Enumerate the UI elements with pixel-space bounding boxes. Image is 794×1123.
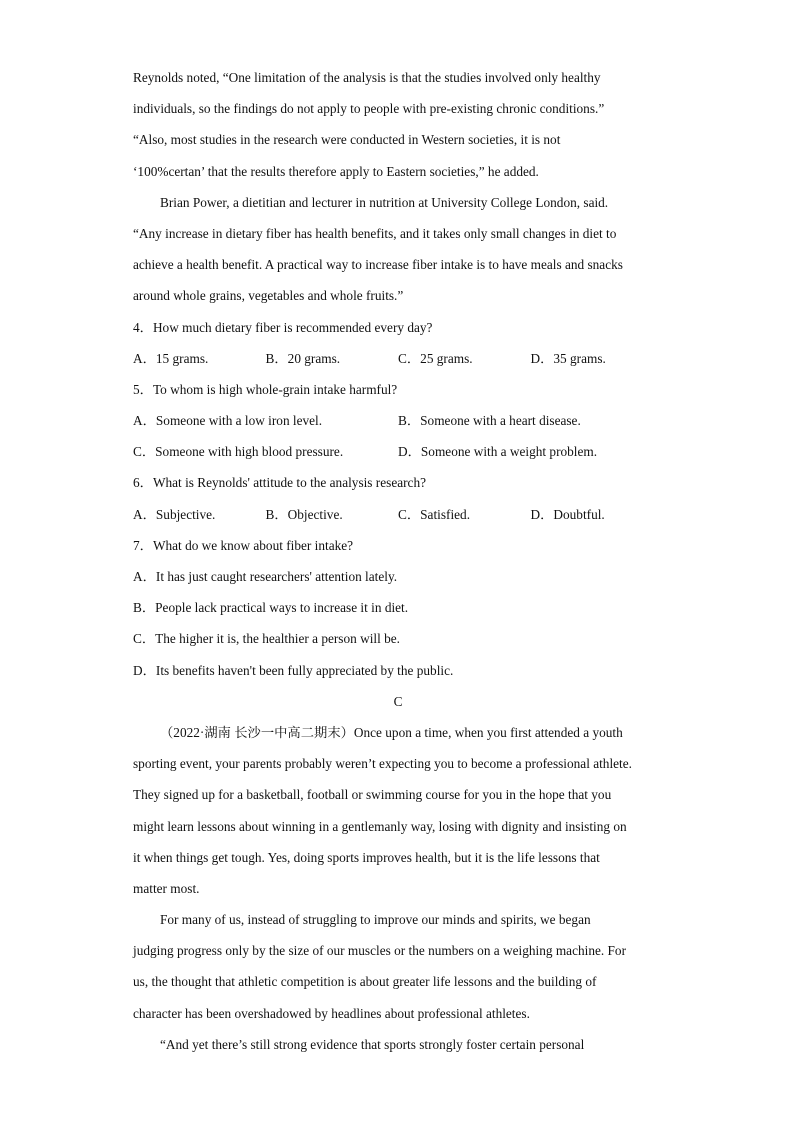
question-4-stem: 4．How much dietary fiber is recommended every day? [133, 319, 433, 335]
option-b: B．20 grams. [265, 350, 341, 366]
option-c: C．25 grams. [398, 350, 473, 366]
question-5-options-row-1 [133, 405, 663, 436]
paragraph-line: us, the thought that athletic competition is about greater life lessons and the building of [133, 974, 597, 990]
paragraph-line: For many of us, instead of struggling to improve our minds and spirits, we began [160, 912, 591, 928]
option-c: C．The higher it is, the healthier a person will be. [133, 631, 400, 647]
paragraph-line: individuals, so the findings do not apply to people with pre-existing chronic conditions.” [133, 101, 605, 117]
option-b: B．People lack practical ways to increase it in diet. [133, 600, 409, 616]
option-d: D．Doubtful. [530, 506, 605, 522]
paragraph-line: achieve a health benefit. A practical way to increase fiber intake is to have meals and snacks [133, 257, 623, 273]
paragraph-line: around whole grains, vegetables and whole fruits.” [133, 288, 404, 304]
question-6-stem: 6．What is Reynolds' attitude to the analysis research? [133, 475, 426, 491]
question-5-stem: 5．To whom is high whole-grain intake harmful? [133, 381, 398, 397]
option-d: D．Someone with a weight problem. [398, 444, 598, 460]
paragraph-line: “And yet there’s still strong evidence that sports strongly foster certain personal [160, 1036, 585, 1052]
paragraph-line: character has been overshadowed by headlines about professional athletes. [133, 1005, 530, 1021]
paragraph-line: judging progress only by the size of our muscles or the numbers on a weighing machine. For [133, 943, 626, 959]
paragraph-line: （2022·湖南 长沙一中高二期末）Once upon a time, when you first attended a youth [160, 724, 623, 740]
option-c: C．Satisfied. [398, 506, 471, 522]
option-a: A．15 grams. [133, 350, 209, 366]
paragraph-line: “Also, most studies in the research were conducted in Western societies, it is not [133, 132, 561, 148]
paragraph-line: it when things get tough. Yes, doing sports improves health, but it is the life lessons that [133, 849, 600, 865]
paragraph-line: Brian Power, a dietitian and lecturer in nutrition at University College London, said. [160, 194, 609, 210]
question-7-stem: 7．What do we know about fiber intake? [133, 537, 354, 553]
question-5-options-row-2 [133, 436, 663, 467]
option-b: B．Objective. [265, 506, 343, 522]
question-4-options [133, 343, 663, 374]
paragraph-line: might learn lessons about winning in a gentlemanly way, losing with dignity and insisting on [133, 818, 627, 834]
option-a: A．Someone with a low iron level. [133, 413, 323, 429]
option-c: C．Someone with high blood pressure. [133, 444, 344, 460]
paragraph-line: “Any increase in dietary fiber has health benefits, and it takes only small changes in diet to [133, 225, 617, 241]
option-d: D．Its benefits haven't been fully appreciated by the public. [133, 662, 454, 678]
paragraph-line: matter most. [133, 880, 200, 896]
option-d: D．35 grams. [530, 350, 606, 366]
section-heading: C [393, 693, 403, 709]
option-b: B．Someone with a heart disease. [398, 413, 581, 429]
option-a: A．Subjective. [133, 506, 216, 522]
document-page [133, 62, 663, 1060]
paragraph-line: sporting event, your parents probably weren’t expecting you to become a professional athlete. [133, 756, 632, 772]
paragraph-line: Reynolds noted, “One limitation of the analysis is that the studies involved only healthy [133, 70, 601, 85]
option-a: A．It has just caught researchers' attention lately. [133, 569, 398, 584]
paragraph-line: They signed up for a basketball, football or swimming course for you in the hope that you [133, 787, 612, 803]
paragraph-line: ‘100%certan’ that the results therefore apply to Eastern societies,” he added. [133, 163, 539, 179]
question-6-options [133, 499, 663, 530]
